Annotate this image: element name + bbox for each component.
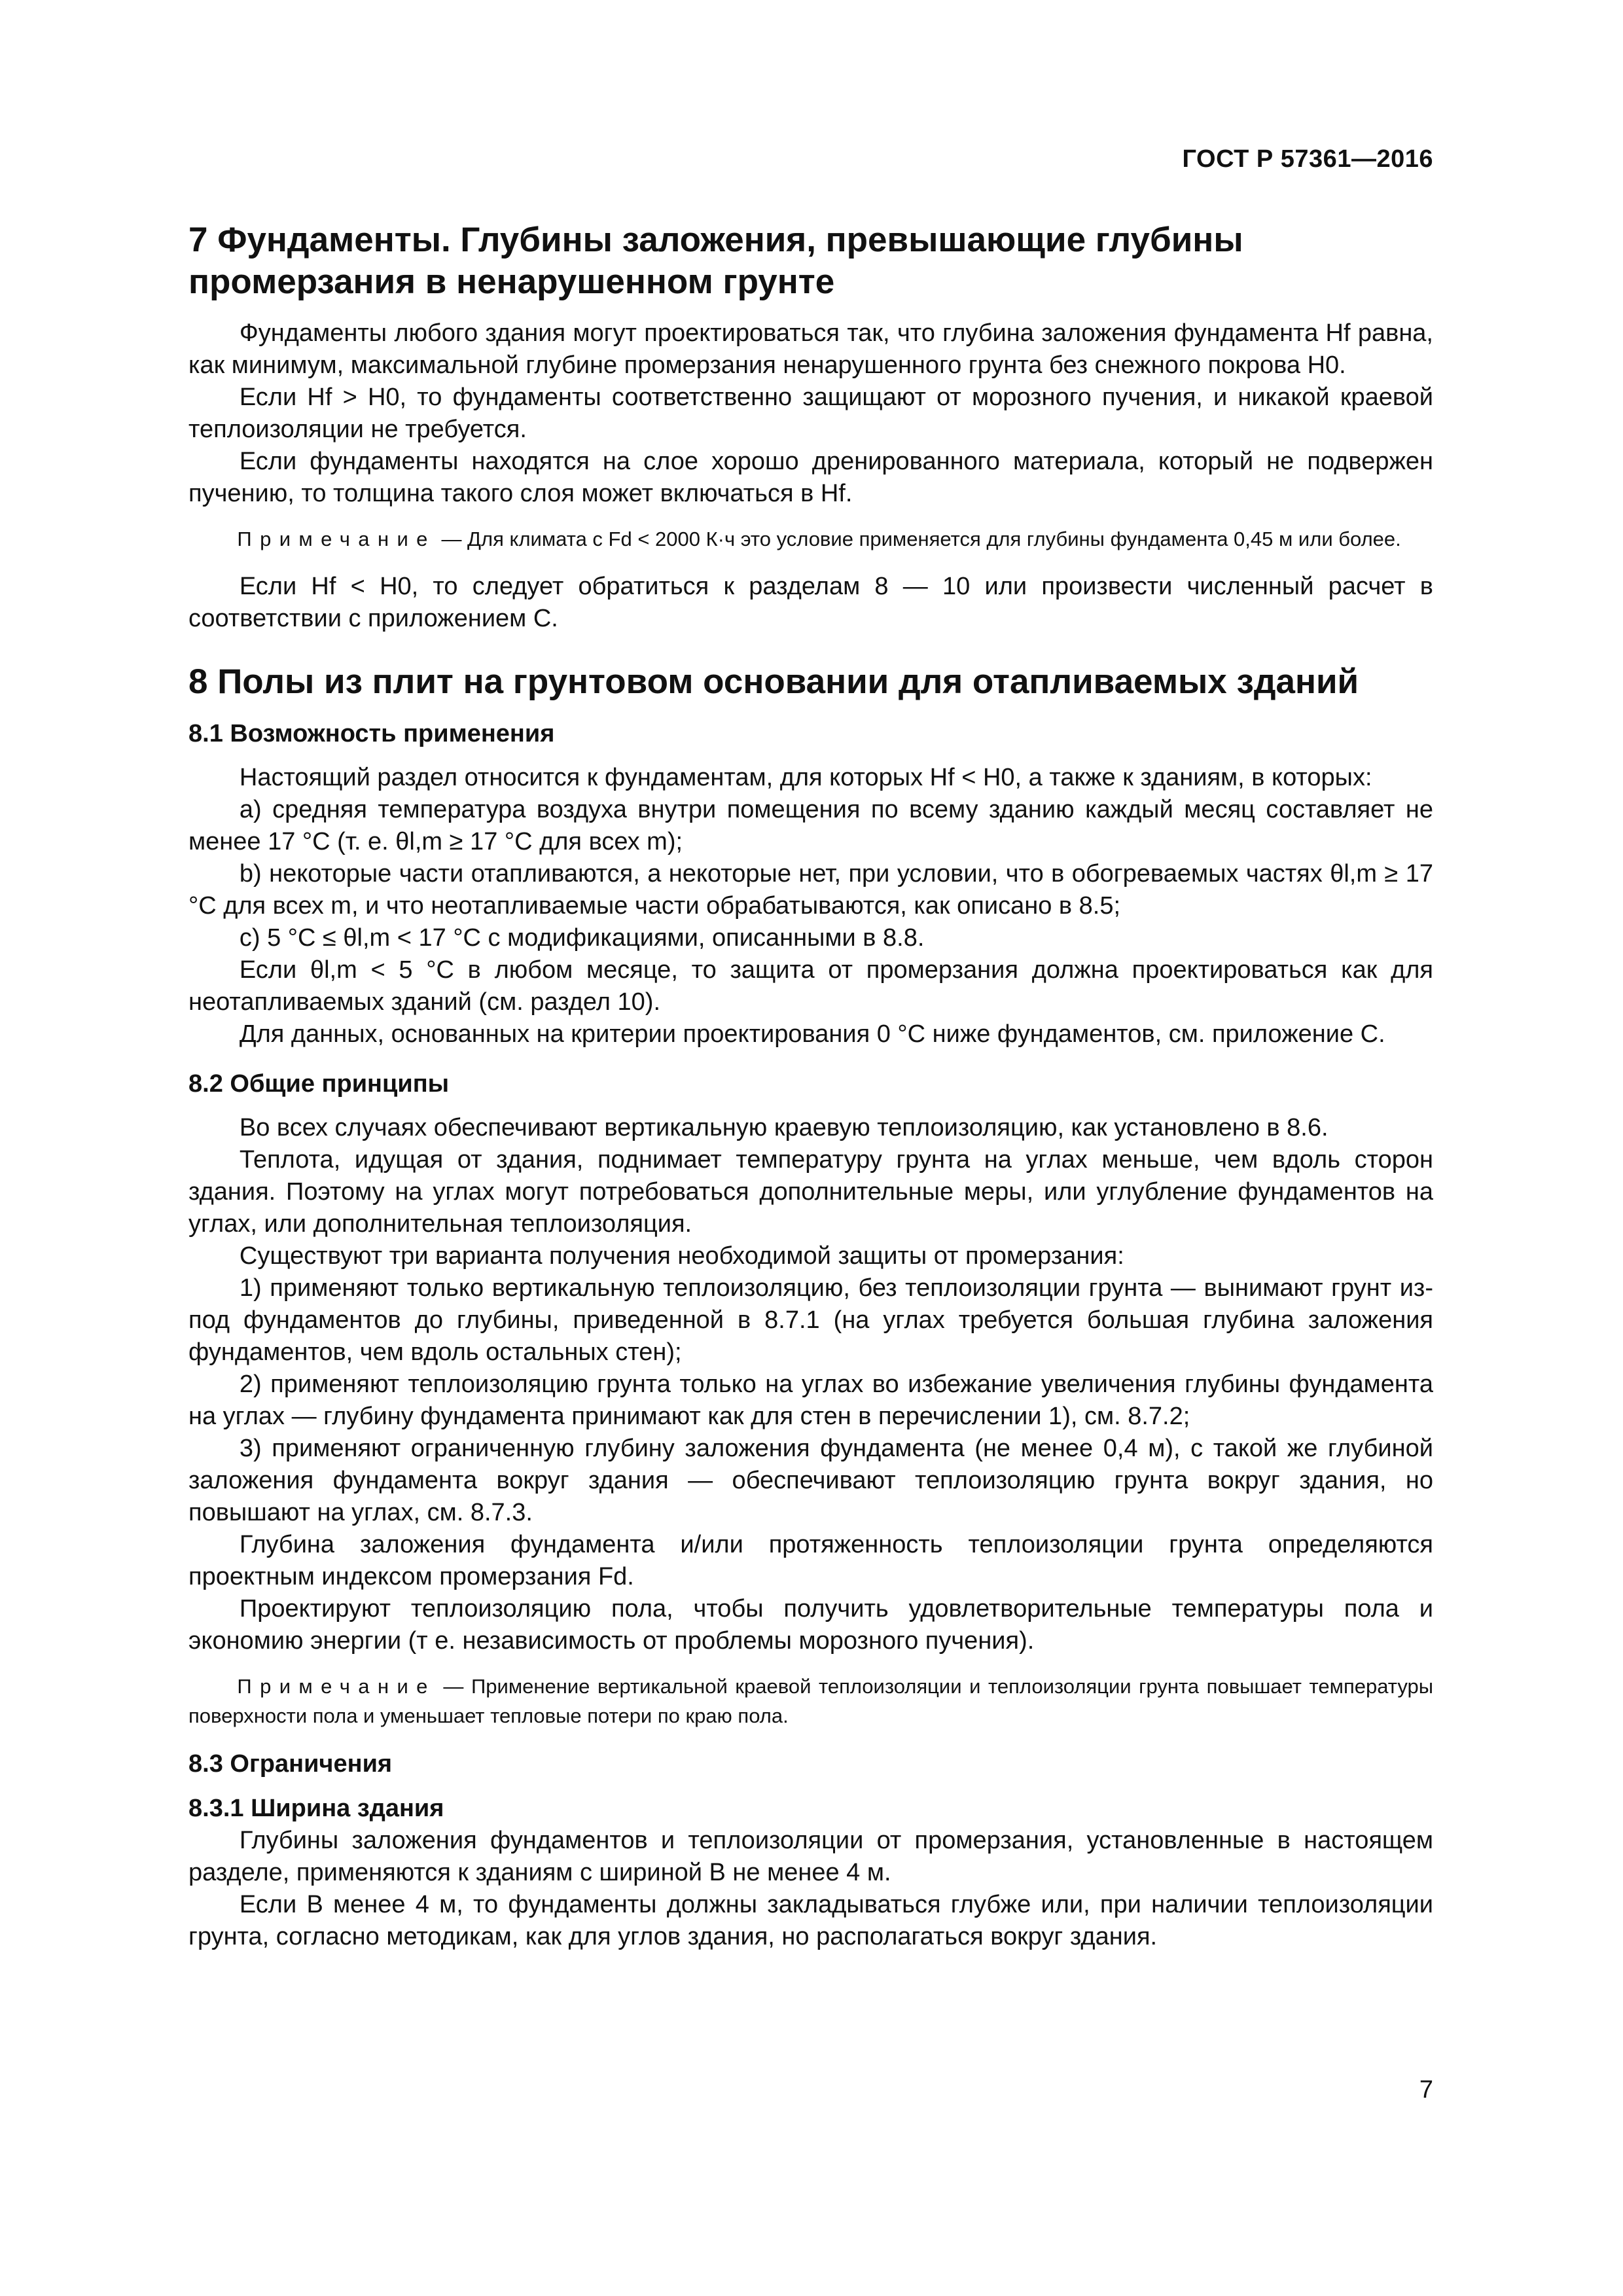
list-item: а) средняя температура воздуха внутри помещения по всему зданию каждый месяц составляет не менее 17 °С (т. е. θl,m ≥ 17 °С для всех m);: [188, 796, 1433, 855]
list-item: 2) применяют теплоизоляцию грунта только на углах во избежание увеличения глубины фундамента на углах — глубину фундамента принимают как для стен в перечислении 1), см. 8.7.2;: [188, 1371, 1433, 1430]
paragraph: Проектируют теплоизоляцию пола, чтобы получить удовлетворительные температуры пола и экономию энергии (т е. независимость от проблемы морозного пучения).: [188, 1595, 1433, 1655]
note-label: Примечание: [237, 1675, 436, 1698]
paragraph: Если Hf > H0, то фундаменты соответственно защищают от морозного пучения, и никакой краевой теплоизоляции не требуется.: [188, 384, 1433, 443]
paragraph: Если В менее 4 м, то фундаменты должны закладываться глубже или, при наличии теплоизоляции грунта, согласно методикам, как для углов здания, но располагаться вокруг здания.: [188, 1891, 1433, 1950]
paragraph: Фундаменты любого здания могут проектироваться так, что глубина заложения фундамента Hf равна, как минимум, максимальной глубине промерзания ненарушенного грунта без снежного покрова H0.: [188, 319, 1433, 379]
subsection-8-3-title: 8.3 Ограничения: [188, 1750, 393, 1778]
paragraph: Во всех случаях обеспечивают вертикальную краевую теплоизоляцию, как установлено в 8.6.: [239, 1114, 1329, 1141]
paragraph: Существуют три варианта получения необходимой защиты от промерзания:: [239, 1242, 1124, 1270]
page-content: [188, 219, 1433, 1953]
document-id-header: ГОСТ Р 57361—2016: [1182, 145, 1433, 173]
section-8-title: 8 Полы из плит на грунтовом основании для отапливаемых зданий: [188, 662, 1359, 701]
paragraph: Теплота, идущая от здания, поднимает температуру грунта на углах меньше, чем вдоль сторон здания. Поэтому на углах могут потребоваться дополнительные меры, или углубление фундаментов на углах, или дополнительная теплоизоляция.: [188, 1146, 1433, 1238]
paragraph: Глубина заложения фундамента и/или протяженность теплоизоляции грунта определяются проектным индексом промерзания Fd.: [188, 1531, 1433, 1590]
note-label: Примечание: [237, 528, 436, 550]
paragraph: Если Hf < H0, то следует обратиться к разделам 8 — 10 или произвести численный расчет в соответствии с приложением С.: [188, 573, 1433, 632]
list-item: с) 5 °С ≤ θl,m < 17 °С с модификациями, описанными в 8.8.: [239, 924, 925, 952]
note-text: — Для климата с Fd < 2000 К·ч это условие применяется для глубины фундамента 0,45 м или более.: [435, 528, 1401, 550]
note: [188, 524, 1433, 554]
paragraph: Если фундаменты находятся на слое хорошо дренированного материала, который не подвержен пучению, то толщина такого слоя может включаться в Hf.: [188, 448, 1433, 507]
list-item: 1) применяют только вертикальную теплоизоляцию, без теплоизоляции грунта — вынимают грунт из-под фундаментов до глубины, приведенной в 8.7.1 (на углах требуется большая глубина заложения фундаментов, чем вдоль остальных стен);: [188, 1274, 1433, 1366]
section-7-title: 7 Фундаменты. Глубины заложения, превышающие глубины промерзания в ненарушенном грунте: [188, 221, 1243, 301]
paragraph: Глубины заложения фундаментов и теплоизоляции от промерзания, установленные в настоящем разделе, применяются к зданиям с шириной В не менее 4 м.: [188, 1827, 1433, 1886]
list-item: 3) применяют ограниченную глубину заложения фундамента (не менее 0,4 м), с такой же глубиной заложения фундамента вокруг здания — обеспечивают теплоизоляцию грунта вокруг здания, но повышают на углах, см. 8.7.3.: [188, 1435, 1433, 1526]
paragraph: Для данных, основанных на критерии проектирования 0 °С ниже фундаментов, см. приложение С.: [239, 1020, 1385, 1048]
note-text: — Применение вертикальной краевой теплоизоляции и теплоизоляции грунта повышает температуры поверхности пола и уменьшает тепловые потери по краю пола.: [188, 1675, 1433, 1727]
note: [188, 1672, 1433, 1731]
page-number: 7: [1419, 2076, 1433, 2104]
paragraph: Если θl,m < 5 °С в любом месяце, то защита от промерзания должна проектироваться как для неотапливаемых зданий (см. раздел 10).: [188, 956, 1433, 1016]
subsection-8-3-1-title: 8.3.1 Ширина здания: [188, 1795, 444, 1822]
list-item: b) некоторые части отапливаются, а некоторые нет, при условии, что в обогреваемых частях θl,m ≥ 17 °С для всех m, и что неотапливаемые части обрабатываются, как описано в 8.5;: [188, 860, 1433, 920]
subsection-8-2-title: 8.2 Общие принципы: [188, 1070, 450, 1098]
paragraph: Настоящий раздел относится к фундаментам, для которых Hf < H0, а также к зданиям, в которых:: [239, 764, 1372, 791]
subsection-8-1-title: 8.1 Возможность применения: [188, 720, 555, 747]
